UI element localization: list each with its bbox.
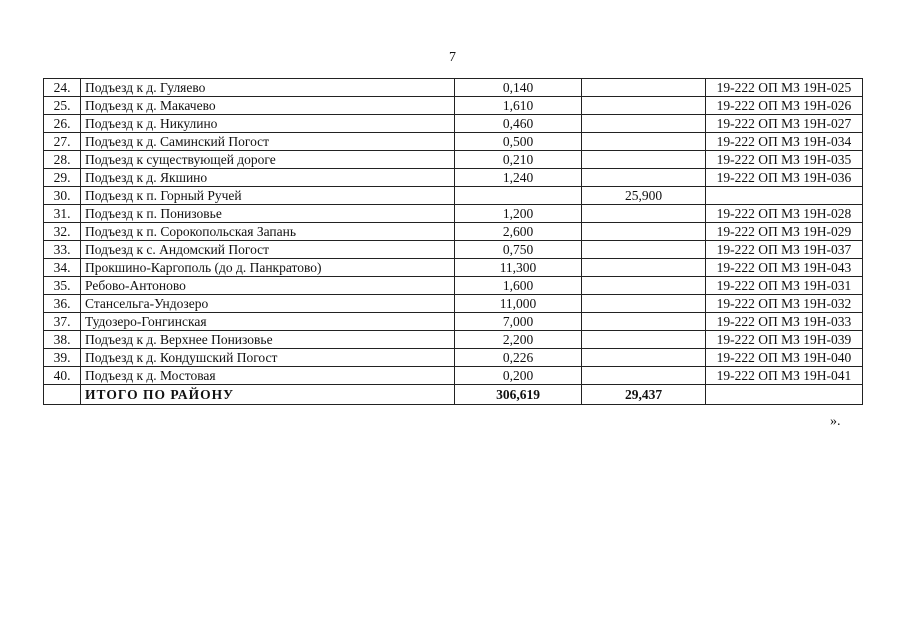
- road-id-cell: 19-222 ОП МЗ 19Н-040: [706, 349, 863, 367]
- table-row: [44, 331, 863, 349]
- page-number: 7: [449, 50, 456, 65]
- road-name-cell: Подъезд к д. Кондушский Погост: [81, 349, 455, 367]
- road-id-cell: 19-222 ОП МЗ 19Н-034: [706, 133, 863, 151]
- road-name-cell: Прокшино-Каргополь (до д. Панкратово): [81, 259, 455, 277]
- table-row: [44, 241, 863, 259]
- road-length-cell: 11,000: [455, 295, 582, 313]
- road-length-cell: 2,600: [455, 223, 582, 241]
- table-row: [44, 133, 863, 151]
- closing-quote: ».: [830, 414, 841, 429]
- table-row: [44, 295, 863, 313]
- row-number-cell: 36.: [44, 295, 81, 313]
- road-id-cell: 19-222 ОП МЗ 19Н-036: [706, 169, 863, 187]
- road-id-cell: 19-222 ОП МЗ 19Н-027: [706, 115, 863, 133]
- road-length-secondary-cell: [582, 349, 706, 367]
- road-id-cell: 19-222 ОП МЗ 19Н-031: [706, 277, 863, 295]
- row-number-cell: 28.: [44, 151, 81, 169]
- table-row: [44, 187, 863, 205]
- road-length-cell: 0,750: [455, 241, 582, 259]
- road-length-cell: 11,300: [455, 259, 582, 277]
- road-length-cell: [455, 187, 582, 205]
- table-row: [44, 169, 863, 187]
- road-length-cell: 0,140: [455, 79, 582, 97]
- road-length-cell: 1,240: [455, 169, 582, 187]
- total-length-cell: 306,619: [455, 385, 582, 405]
- road-name-cell: Подъезд к д. Якшино: [81, 169, 455, 187]
- road-name-cell: Ребово-Антоново: [81, 277, 455, 295]
- row-number-cell: 24.: [44, 79, 81, 97]
- road-name-cell: Стансельга-Ундозеро: [81, 295, 455, 313]
- road-name-cell: Подъезд к д. Никулино: [81, 115, 455, 133]
- table-row: [44, 277, 863, 295]
- row-number-cell: 35.: [44, 277, 81, 295]
- road-length-secondary-cell: [582, 295, 706, 313]
- road-length-cell: 7,000: [455, 313, 582, 331]
- road-length-secondary-cell: [582, 259, 706, 277]
- table-row: [44, 349, 863, 367]
- table-row: [44, 259, 863, 277]
- road-length-secondary-cell: [582, 313, 706, 331]
- table-row: [44, 367, 863, 385]
- road-length-cell: 0,210: [455, 151, 582, 169]
- table-row: [44, 97, 863, 115]
- road-length-secondary-cell: [582, 205, 706, 223]
- road-id-cell: 19-222 ОП МЗ 19Н-033: [706, 313, 863, 331]
- road-length-secondary-cell: [582, 97, 706, 115]
- road-length-cell: 1,200: [455, 205, 582, 223]
- row-number-cell: 29.: [44, 169, 81, 187]
- road-length-secondary-cell: [582, 277, 706, 295]
- road-name-cell: Подъезд к д. Мостовая: [81, 367, 455, 385]
- road-length-secondary-cell: [582, 151, 706, 169]
- row-number-cell: 34.: [44, 259, 81, 277]
- row-number-cell: 33.: [44, 241, 81, 259]
- total-label-cell: ИТОГО ПО РАЙОНУ: [81, 385, 455, 405]
- road-id-cell: 19-222 ОП МЗ 19Н-035: [706, 151, 863, 169]
- road-id-cell: 19-222 ОП МЗ 19Н-028: [706, 205, 863, 223]
- road-length-cell: 0,226: [455, 349, 582, 367]
- road-length-secondary-cell: [582, 115, 706, 133]
- road-length-secondary-cell: 25,900: [582, 187, 706, 205]
- table-row: [44, 115, 863, 133]
- road-name-cell: Подъезд к п. Понизовье: [81, 205, 455, 223]
- road-name-cell: Подъезд к п. Сорокопольская Запань: [81, 223, 455, 241]
- total-length-secondary-cell: 29,437: [582, 385, 706, 405]
- row-number-cell: 30.: [44, 187, 81, 205]
- road-id-cell: 19-222 ОП МЗ 19Н-039: [706, 331, 863, 349]
- road-length-secondary-cell: [582, 223, 706, 241]
- row-number-cell: 37.: [44, 313, 81, 331]
- road-name-cell: Подъезд к д. Верхнее Понизовье: [81, 331, 455, 349]
- road-name-cell: Подъезд к с. Андомский Погост: [81, 241, 455, 259]
- row-number-cell: 40.: [44, 367, 81, 385]
- row-number-cell: 39.: [44, 349, 81, 367]
- roads-table-body: [44, 79, 863, 405]
- road-name-cell: Подъезд к п. Горный Ручей: [81, 187, 455, 205]
- table-row: [44, 151, 863, 169]
- road-length-cell: 1,600: [455, 277, 582, 295]
- row-number-cell: 25.: [44, 97, 81, 115]
- road-id-cell: 19-222 ОП МЗ 19Н-029: [706, 223, 863, 241]
- road-name-cell: Подъезд к д. Саминский Погост: [81, 133, 455, 151]
- road-name-cell: Подъезд к д. Макачево: [81, 97, 455, 115]
- road-id-cell: 19-222 ОП МЗ 19Н-041: [706, 367, 863, 385]
- table-row: [44, 205, 863, 223]
- road-id-cell: 19-222 ОП МЗ 19Н-026: [706, 97, 863, 115]
- table-row: [44, 223, 863, 241]
- road-name-cell: Тудозеро-Гонгинская: [81, 313, 455, 331]
- row-number-cell: 27.: [44, 133, 81, 151]
- road-length-secondary-cell: [582, 169, 706, 187]
- road-length-cell: 0,200: [455, 367, 582, 385]
- row-number-cell: 26.: [44, 115, 81, 133]
- table-row: [44, 79, 863, 97]
- total-row: [44, 385, 863, 405]
- road-length-cell: 1,610: [455, 97, 582, 115]
- road-id-cell: 19-222 ОП МЗ 19Н-025: [706, 79, 863, 97]
- road-id-cell: 19-222 ОП МЗ 19Н-037: [706, 241, 863, 259]
- road-length-cell: 2,200: [455, 331, 582, 349]
- road-id-cell: [706, 187, 863, 205]
- road-id-cell: 19-222 ОП МЗ 19Н-032: [706, 295, 863, 313]
- row-number-cell: 32.: [44, 223, 81, 241]
- row-number-cell: 31.: [44, 205, 81, 223]
- road-name-cell: Подъезд к существующей дороге: [81, 151, 455, 169]
- road-length-cell: 0,500: [455, 133, 582, 151]
- table-row: [44, 313, 863, 331]
- road-length-secondary-cell: [582, 79, 706, 97]
- road-length-secondary-cell: [582, 133, 706, 151]
- row-number-cell: 38.: [44, 331, 81, 349]
- road-length-secondary-cell: [582, 331, 706, 349]
- total-id-cell: [706, 385, 863, 405]
- total-number-cell: [44, 385, 81, 405]
- road-length-cell: 0,460: [455, 115, 582, 133]
- road-id-cell: 19-222 ОП МЗ 19Н-043: [706, 259, 863, 277]
- road-length-secondary-cell: [582, 367, 706, 385]
- road-length-secondary-cell: [582, 241, 706, 259]
- roads-table: [43, 78, 863, 405]
- road-name-cell: Подъезд к д. Гуляево: [81, 79, 455, 97]
